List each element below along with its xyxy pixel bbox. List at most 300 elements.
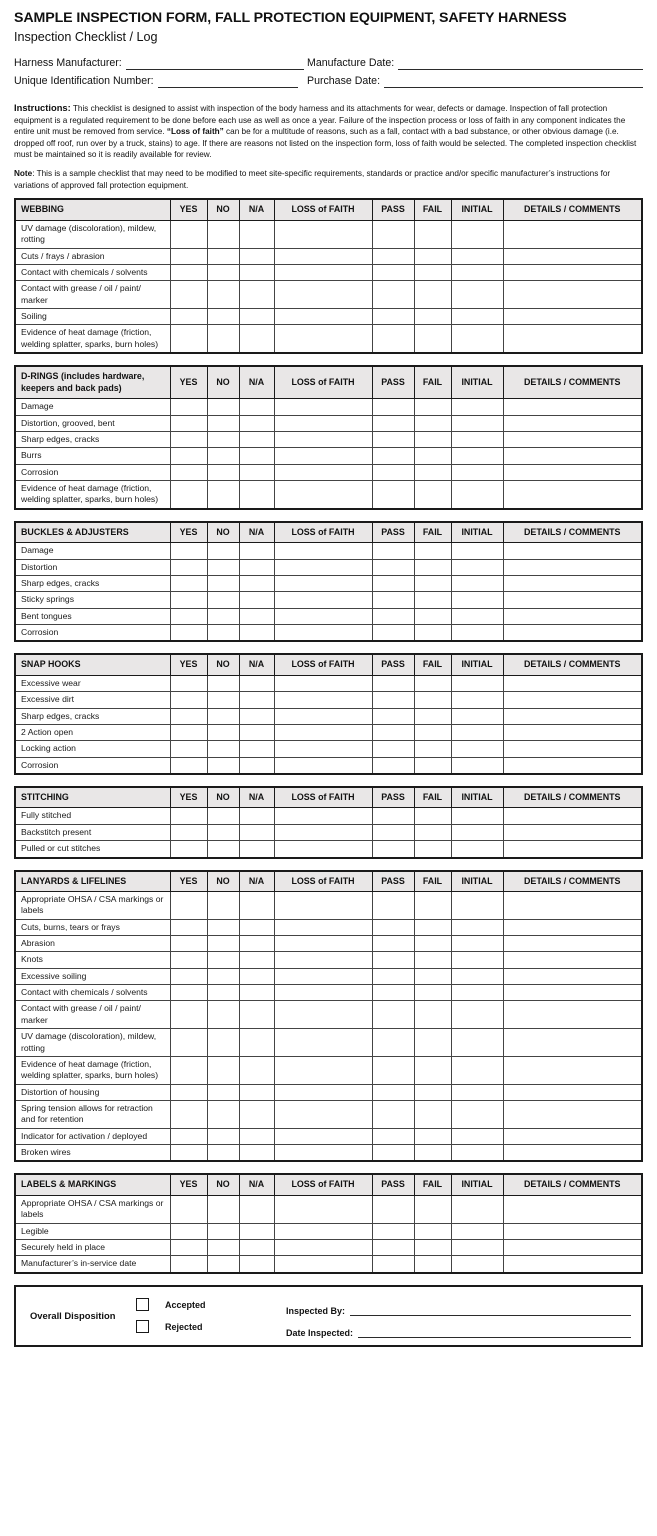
entry-cell[interactable] [451,1100,503,1128]
entry-cell[interactable] [372,248,414,264]
entry-cell[interactable] [170,309,207,325]
entry-cell[interactable] [207,399,239,415]
entry-cell[interactable] [170,543,207,559]
entry-cell[interactable] [503,808,641,824]
entry-cell[interactable] [372,1223,414,1239]
checkbox-rejected[interactable] [136,1320,149,1333]
entry-cell[interactable] [372,480,414,507]
entry-cell[interactable] [372,543,414,559]
field-input-unique-identification-number[interactable] [158,77,298,88]
entry-cell[interactable] [239,692,274,708]
entry-cell[interactable] [274,1223,372,1239]
entry-cell[interactable] [372,220,414,248]
entry-cell[interactable] [274,543,372,559]
entry-cell[interactable] [239,480,274,507]
entry-cell[interactable] [239,448,274,464]
entry-cell[interactable] [207,543,239,559]
entry-cell[interactable] [239,952,274,968]
entry-cell[interactable] [274,1195,372,1223]
entry-cell[interactable] [451,1084,503,1100]
entry-cell[interactable] [503,624,641,640]
entry-cell[interactable] [414,592,451,608]
entry-cell[interactable] [414,1195,451,1223]
entry-cell[interactable] [239,841,274,857]
entry-cell[interactable] [414,841,451,857]
entry-cell[interactable] [414,1239,451,1255]
entry-cell[interactable] [372,952,414,968]
entry-cell[interactable] [274,936,372,952]
entry-cell[interactable] [170,892,207,920]
entry-cell[interactable] [274,1256,372,1272]
entry-cell[interactable] [414,936,451,952]
entry-cell[interactable] [372,1029,414,1057]
entry-cell[interactable] [170,415,207,431]
entry-cell[interactable] [239,968,274,984]
entry-cell[interactable] [503,1029,641,1057]
entry-cell[interactable] [372,1056,414,1084]
entry-cell[interactable] [170,281,207,309]
entry-cell[interactable] [239,608,274,624]
entry-cell[interactable] [451,248,503,264]
entry-cell[interactable] [451,1056,503,1084]
entry-cell[interactable] [414,220,451,248]
entry-cell[interactable] [414,1144,451,1160]
entry-cell[interactable] [274,1056,372,1084]
entry-cell[interactable] [274,309,372,325]
entry-cell[interactable] [239,248,274,264]
entry-cell[interactable] [274,968,372,984]
entry-cell[interactable] [372,936,414,952]
entry-cell[interactable] [239,464,274,480]
entry-cell[interactable] [274,464,372,480]
disposition-option-rejected[interactable] [136,1316,286,1338]
entry-cell[interactable] [239,415,274,431]
entry-cell[interactable] [170,724,207,740]
entry-cell[interactable] [414,952,451,968]
entry-cell[interactable] [170,1144,207,1160]
disposition-option-accepted[interactable] [136,1294,286,1316]
entry-cell[interactable] [239,1128,274,1144]
entry-cell[interactable] [414,608,451,624]
entry-cell[interactable] [239,824,274,840]
entry-cell[interactable] [451,841,503,857]
entry-cell[interactable] [414,808,451,824]
entry-cell[interactable] [414,543,451,559]
entry-cell[interactable] [503,1084,641,1100]
entry-cell[interactable] [372,724,414,740]
entry-cell[interactable] [207,575,239,591]
entry-cell[interactable] [503,220,641,248]
entry-cell[interactable] [170,757,207,773]
entry-cell[interactable] [207,708,239,724]
entry-cell[interactable] [274,431,372,447]
entry-cell[interactable] [451,608,503,624]
entry-cell[interactable] [414,1084,451,1100]
entry-cell[interactable] [239,399,274,415]
entry-cell[interactable] [372,431,414,447]
entry-cell[interactable] [372,841,414,857]
entry-cell[interactable] [207,1029,239,1057]
entry-cell[interactable] [170,1100,207,1128]
entry-cell[interactable] [274,480,372,507]
entry-cell[interactable] [414,559,451,575]
entry-cell[interactable] [503,968,641,984]
entry-cell[interactable] [207,608,239,624]
entry-cell[interactable] [414,968,451,984]
entry-cell[interactable] [239,264,274,280]
entry-cell[interactable] [239,724,274,740]
entry-cell[interactable] [451,624,503,640]
entry-cell[interactable] [239,1144,274,1160]
entry-cell[interactable] [207,808,239,824]
entry-cell[interactable] [170,1029,207,1057]
entry-cell[interactable] [239,919,274,935]
entry-cell[interactable] [170,1223,207,1239]
entry-cell[interactable] [239,431,274,447]
entry-cell[interactable] [274,399,372,415]
entry-cell[interactable] [170,1001,207,1029]
entry-cell[interactable] [170,841,207,857]
entry-cell[interactable] [414,309,451,325]
entry-cell[interactable] [239,592,274,608]
entry-cell[interactable] [170,399,207,415]
entry-cell[interactable] [451,675,503,691]
entry-cell[interactable] [207,464,239,480]
entry-cell[interactable] [372,1256,414,1272]
entry-cell[interactable] [170,1239,207,1255]
entry-cell[interactable] [274,741,372,757]
entry-cell[interactable] [239,1100,274,1128]
entry-cell[interactable] [372,592,414,608]
entry-cell[interactable] [239,708,274,724]
entry-cell[interactable] [274,824,372,840]
entry-cell[interactable] [414,1029,451,1057]
entry-cell[interactable] [274,325,372,352]
entry-cell[interactable] [207,431,239,447]
entry-cell[interactable] [274,757,372,773]
field-input-date-inspected[interactable] [358,1328,631,1338]
entry-cell[interactable] [372,1128,414,1144]
entry-cell[interactable] [372,575,414,591]
entry-cell[interactable] [503,1128,641,1144]
entry-cell[interactable] [239,808,274,824]
entry-cell[interactable] [372,448,414,464]
entry-cell[interactable] [503,675,641,691]
entry-cell[interactable] [207,325,239,352]
entry-cell[interactable] [372,399,414,415]
entry-cell[interactable] [451,281,503,309]
field-input-purchase-date[interactable] [384,77,643,88]
entry-cell[interactable] [274,841,372,857]
entry-cell[interactable] [239,675,274,691]
entry-cell[interactable] [414,415,451,431]
entry-cell[interactable] [207,1056,239,1084]
entry-cell[interactable] [414,1223,451,1239]
entry-cell[interactable] [239,1239,274,1255]
entry-cell[interactable] [170,559,207,575]
entry-cell[interactable] [170,1128,207,1144]
entry-cell[interactable] [207,692,239,708]
entry-cell[interactable] [503,592,641,608]
field-manufacture-date[interactable] [307,57,643,70]
entry-cell[interactable] [239,936,274,952]
entry-cell[interactable] [451,1144,503,1160]
entry-cell[interactable] [207,559,239,575]
entry-cell[interactable] [372,559,414,575]
entry-cell[interactable] [372,757,414,773]
entry-cell[interactable] [207,264,239,280]
entry-cell[interactable] [274,1001,372,1029]
entry-cell[interactable] [372,741,414,757]
entry-cell[interactable] [207,448,239,464]
entry-cell[interactable] [503,1195,641,1223]
field-inspected-by[interactable] [286,1294,631,1316]
entry-cell[interactable] [207,757,239,773]
entry-cell[interactable] [451,480,503,507]
entry-cell[interactable] [207,919,239,935]
entry-cell[interactable] [239,281,274,309]
entry-cell[interactable] [451,708,503,724]
entry-cell[interactable] [372,415,414,431]
entry-cell[interactable] [372,1239,414,1255]
field-purchase-date[interactable] [307,75,643,88]
entry-cell[interactable] [372,1100,414,1128]
entry-cell[interactable] [274,592,372,608]
entry-cell[interactable] [503,692,641,708]
entry-cell[interactable] [239,1056,274,1084]
entry-cell[interactable] [372,325,414,352]
entry-cell[interactable] [503,281,641,309]
entry-cell[interactable] [503,399,641,415]
entry-cell[interactable] [372,608,414,624]
entry-cell[interactable] [207,1256,239,1272]
entry-cell[interactable] [170,708,207,724]
entry-cell[interactable] [170,675,207,691]
entry-cell[interactable] [170,325,207,352]
entry-cell[interactable] [170,608,207,624]
entry-cell[interactable] [372,309,414,325]
entry-cell[interactable] [274,575,372,591]
entry-cell[interactable] [207,824,239,840]
entry-cell[interactable] [503,757,641,773]
entry-cell[interactable] [451,592,503,608]
entry-cell[interactable] [170,968,207,984]
entry-cell[interactable] [372,264,414,280]
entry-cell[interactable] [274,808,372,824]
entry-cell[interactable] [503,1100,641,1128]
entry-cell[interactable] [503,575,641,591]
entry-cell[interactable] [170,936,207,952]
entry-cell[interactable] [414,248,451,264]
entry-cell[interactable] [503,824,641,840]
entry-cell[interactable] [170,248,207,264]
entry-cell[interactable] [414,480,451,507]
entry-cell[interactable] [451,1001,503,1029]
entry-cell[interactable] [451,543,503,559]
entry-cell[interactable] [414,985,451,1001]
entry-cell[interactable] [451,919,503,935]
entry-cell[interactable] [207,281,239,309]
entry-cell[interactable] [207,1128,239,1144]
field-input-harness-manufacturer[interactable] [126,59,304,70]
entry-cell[interactable] [503,1056,641,1084]
entry-cell[interactable] [170,264,207,280]
entry-cell[interactable] [239,985,274,1001]
entry-cell[interactable] [207,1100,239,1128]
entry-cell[interactable] [451,415,503,431]
entry-cell[interactable] [414,624,451,640]
entry-cell[interactable] [414,575,451,591]
entry-cell[interactable] [414,1056,451,1084]
entry-cell[interactable] [503,309,641,325]
entry-cell[interactable] [239,575,274,591]
entry-cell[interactable] [207,952,239,968]
entry-cell[interactable] [414,325,451,352]
entry-cell[interactable] [170,464,207,480]
entry-cell[interactable] [170,1084,207,1100]
entry-cell[interactable] [503,1256,641,1272]
entry-cell[interactable] [503,248,641,264]
entry-cell[interactable] [451,575,503,591]
entry-cell[interactable] [372,708,414,724]
entry-cell[interactable] [207,936,239,952]
entry-cell[interactable] [207,624,239,640]
entry-cell[interactable] [503,1144,641,1160]
entry-cell[interactable] [170,952,207,968]
checkbox-accepted[interactable] [136,1298,149,1311]
entry-cell[interactable] [239,1223,274,1239]
entry-cell[interactable] [414,824,451,840]
entry-cell[interactable] [170,919,207,935]
entry-cell[interactable] [207,741,239,757]
entry-cell[interactable] [414,431,451,447]
entry-cell[interactable] [503,431,641,447]
entry-cell[interactable] [274,264,372,280]
entry-cell[interactable] [414,741,451,757]
entry-cell[interactable] [274,1144,372,1160]
entry-cell[interactable] [170,1195,207,1223]
entry-cell[interactable] [372,1144,414,1160]
entry-cell[interactable] [274,708,372,724]
entry-cell[interactable] [414,448,451,464]
entry-cell[interactable] [207,1195,239,1223]
entry-cell[interactable] [170,448,207,464]
entry-cell[interactable] [239,325,274,352]
entry-cell[interactable] [170,808,207,824]
entry-cell[interactable] [170,624,207,640]
field-input-inspected-by[interactable] [350,1306,631,1316]
entry-cell[interactable] [451,309,503,325]
field-date-inspected[interactable] [286,1316,631,1338]
entry-cell[interactable] [451,264,503,280]
entry-cell[interactable] [414,1100,451,1128]
entry-cell[interactable] [451,824,503,840]
entry-cell[interactable] [207,1239,239,1255]
entry-cell[interactable] [170,1256,207,1272]
entry-cell[interactable] [503,325,641,352]
entry-cell[interactable] [170,741,207,757]
field-unique-identification-number[interactable] [14,75,307,88]
entry-cell[interactable] [451,757,503,773]
entry-cell[interactable] [414,1001,451,1029]
entry-cell[interactable] [372,985,414,1001]
entry-cell[interactable] [274,1084,372,1100]
entry-cell[interactable] [451,399,503,415]
entry-cell[interactable] [274,692,372,708]
entry-cell[interactable] [274,624,372,640]
entry-cell[interactable] [451,936,503,952]
entry-cell[interactable] [414,464,451,480]
entry-cell[interactable] [451,220,503,248]
entry-cell[interactable] [451,892,503,920]
entry-cell[interactable] [503,708,641,724]
entry-cell[interactable] [207,220,239,248]
entry-cell[interactable] [451,1128,503,1144]
entry-cell[interactable] [451,692,503,708]
entry-cell[interactable] [372,624,414,640]
entry-cell[interactable] [414,1256,451,1272]
entry-cell[interactable] [239,757,274,773]
entry-cell[interactable] [207,480,239,507]
entry-cell[interactable] [451,325,503,352]
entry-cell[interactable] [239,220,274,248]
entry-cell[interactable] [207,985,239,1001]
entry-cell[interactable] [451,968,503,984]
entry-cell[interactable] [414,281,451,309]
entry-cell[interactable] [503,841,641,857]
entry-cell[interactable] [414,892,451,920]
entry-cell[interactable] [414,1128,451,1144]
entry-cell[interactable] [207,841,239,857]
entry-cell[interactable] [503,892,641,920]
entry-cell[interactable] [372,1001,414,1029]
entry-cell[interactable] [503,1001,641,1029]
entry-cell[interactable] [503,936,641,952]
field-harness-manufacturer[interactable] [14,57,307,70]
entry-cell[interactable] [451,1029,503,1057]
entry-cell[interactable] [372,1084,414,1100]
entry-cell[interactable] [372,892,414,920]
entry-cell[interactable] [274,919,372,935]
entry-cell[interactable] [274,415,372,431]
entry-cell[interactable] [274,1100,372,1128]
entry-cell[interactable] [274,892,372,920]
entry-cell[interactable] [451,431,503,447]
entry-cell[interactable] [451,1256,503,1272]
entry-cell[interactable] [239,309,274,325]
entry-cell[interactable] [372,824,414,840]
entry-cell[interactable] [274,559,372,575]
entry-cell[interactable] [414,724,451,740]
entry-cell[interactable] [170,985,207,1001]
entry-cell[interactable] [451,952,503,968]
entry-cell[interactable] [274,1239,372,1255]
entry-cell[interactable] [170,824,207,840]
entry-cell[interactable] [207,724,239,740]
field-input-manufacture-date[interactable] [398,59,643,70]
entry-cell[interactable] [170,431,207,447]
entry-cell[interactable] [503,480,641,507]
entry-cell[interactable] [239,1256,274,1272]
entry-cell[interactable] [503,741,641,757]
entry-cell[interactable] [503,985,641,1001]
entry-cell[interactable] [207,592,239,608]
entry-cell[interactable] [170,592,207,608]
entry-cell[interactable] [239,1195,274,1223]
entry-cell[interactable] [503,415,641,431]
entry-cell[interactable] [414,399,451,415]
entry-cell[interactable] [451,808,503,824]
